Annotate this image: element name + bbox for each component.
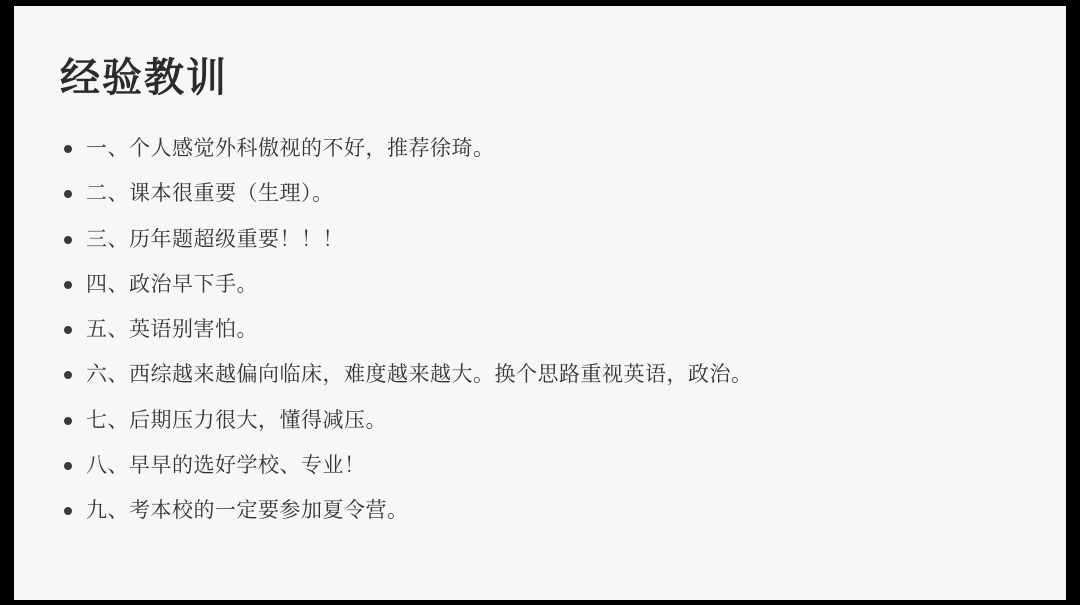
list-item-label: 八、早早的选好学校、专业！	[86, 453, 366, 477]
list-item	[64, 317, 1026, 343]
list-item-label: 三、历年题超级重要！！！	[86, 227, 344, 251]
list-item	[64, 498, 1026, 524]
bullet-dot-icon	[64, 145, 72, 153]
list-item-label: 九、考本校的一定要参加夏令营。	[86, 499, 409, 522]
list-item	[64, 136, 1026, 162]
bullet-dot-icon	[64, 462, 72, 470]
list-item	[64, 227, 1026, 253]
bullet-dot-icon	[64, 417, 72, 425]
bullet-dot-icon	[64, 371, 72, 379]
page-title: 经验教训	[60, 56, 228, 100]
slide-canvas	[14, 6, 1066, 600]
list-item	[64, 408, 1026, 434]
list-item-label: 六、西综越来越偏向临床，难度越来越大。换个思路重视英语，政治。	[86, 363, 753, 387]
list-item	[64, 272, 1026, 298]
list-item-label: 一、个人感觉外科傲视的不好，推荐徐琦。	[86, 137, 495, 160]
bullet-dot-icon	[64, 281, 72, 289]
bullet-list	[64, 136, 1026, 543]
bullet-dot-icon	[64, 326, 72, 334]
list-item	[64, 453, 1026, 479]
list-item	[64, 362, 1026, 388]
list-item-label: 四、政治早下手。	[86, 272, 258, 296]
bullet-dot-icon	[64, 507, 72, 515]
bullet-dot-icon	[64, 190, 72, 198]
list-item-label: 七、后期压力很大，懂得减压。	[86, 408, 387, 432]
list-item-label: 二、课本很重要（生理）。	[86, 182, 334, 206]
bullet-dot-icon	[64, 236, 72, 244]
list-item	[64, 181, 1026, 207]
list-item-label: 五、英语别害怕。	[86, 318, 258, 341]
